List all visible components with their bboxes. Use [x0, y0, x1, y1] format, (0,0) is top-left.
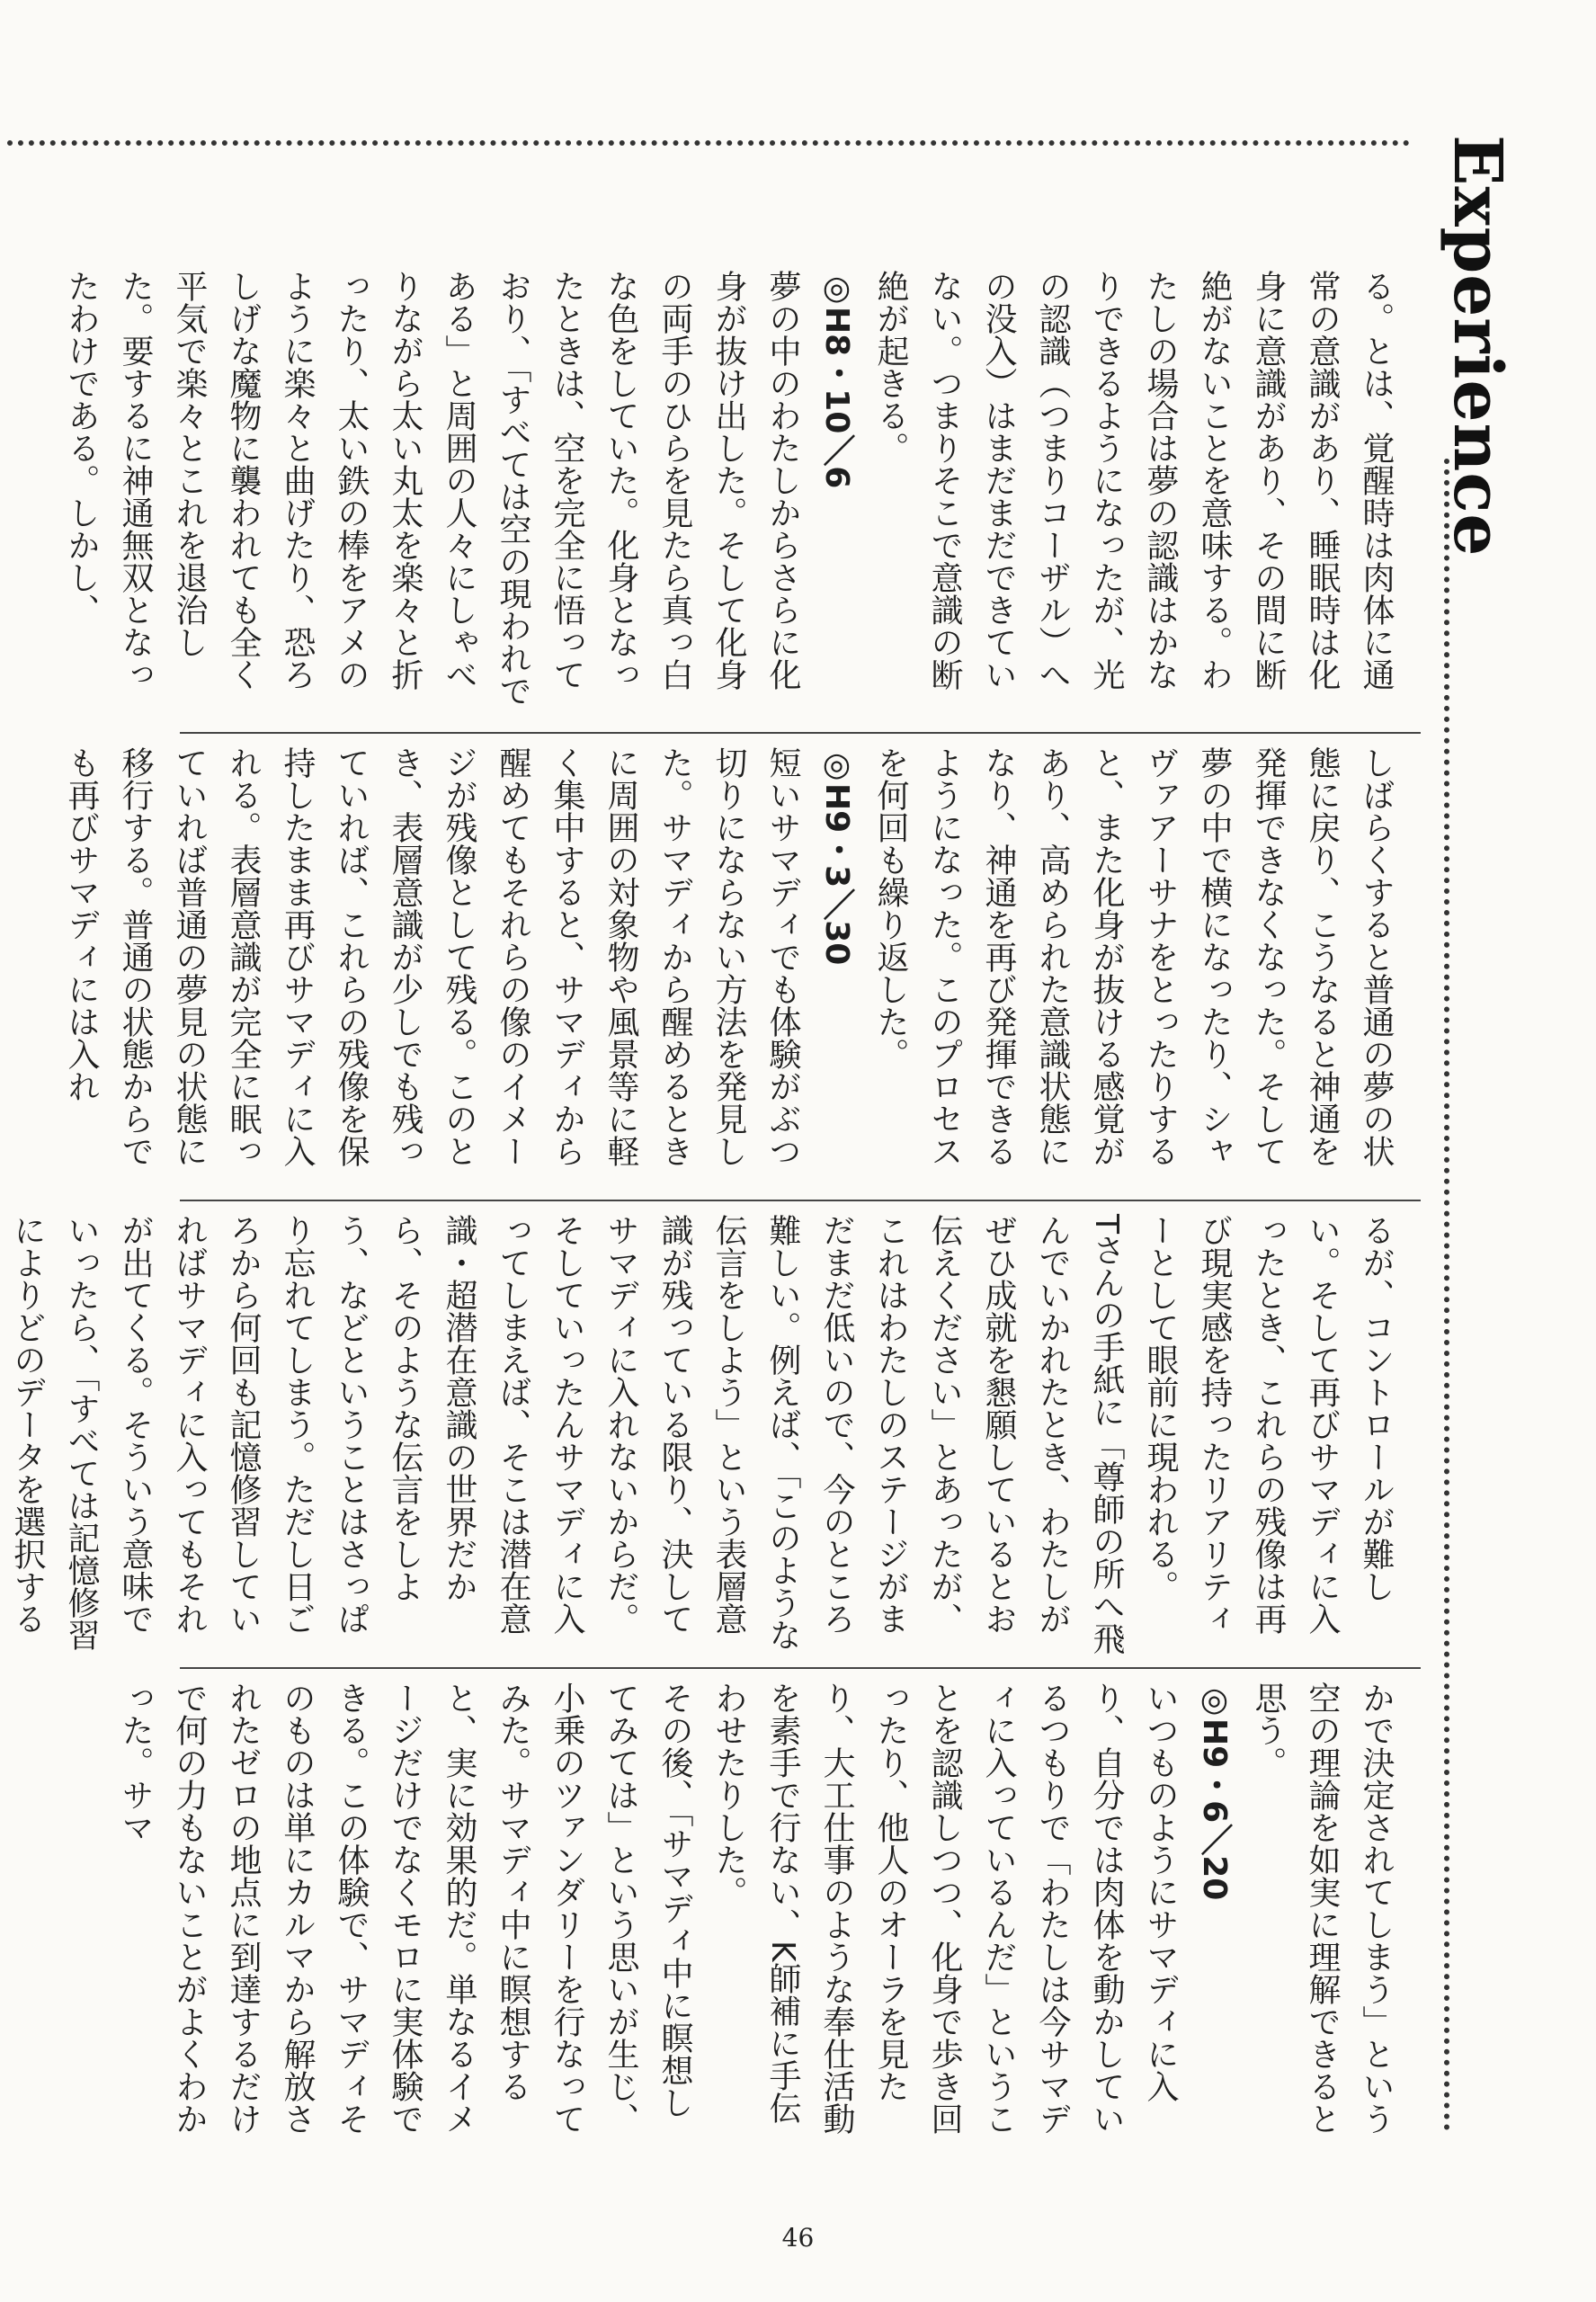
section-label: Experience	[1439, 135, 1516, 558]
text-tier-3	[9, 1214, 1403, 1655]
paragraph: しばらくすると普通の夢の状態に戻り、こうなると神通を発揮できなくなった。そして夢の中で横になったり、シャヴァアーサナをとったりすると、また化身が抜ける感覚があり、高められた意識状態になり、神通を再び発揮できるようになった。このプロセスを何回も繰り返した。	[872, 746, 1395, 1167]
text-tier-4	[117, 1682, 1403, 2149]
paragraph: いつものようにサマディに入り、自分では肉体を動かしているつもりで「わたしは今サマディに入っているんだ」ということを認識しつつ、化身で歩き回ったり、他人のオーラを見たり、大工仕事のような奉仕活動を素手で行ない、K師補に手伝わせたりした。	[710, 1682, 1179, 2135]
dotted-rule-top	[7, 140, 1410, 146]
dotted-rule-right	[1444, 459, 1449, 2131]
tier-divider	[180, 1200, 1421, 1201]
paragraph: その後、「サマディ中に瞑想してみては」という思いが生じ、小乗のツァンダリーを行なってみた。サマディ中に瞑想すると、実に効果的だ。単なるイメージだけでなくモロに実体験できる。この体験で、サマディそのものは単にカルマから解放されたゼロの地点に到達するだけで何の力もないことがよくわかった。サマ	[117, 1682, 693, 2135]
page-number: 46	[781, 2223, 815, 2253]
date-heading: ◎H9・3／30	[818, 746, 855, 966]
paragraph: かで決定されてしまう」という空の理論を如実に理解できると思う。	[1250, 1682, 1395, 2135]
paragraph: る。とは、覚醒時は肉体に通常の意識があり、睡眠時は化身に意識があり、その間に断絶がないことを意味する。わたしの場合は夢の認識はかなりできるようになったが、光の認識（つまりコーザル）への没入）はまだまだできていない。つまりそこで意識の断絶が起きる。	[872, 270, 1395, 691]
tier-divider	[180, 732, 1421, 734]
paragraph: 夢の中のわたしからさらに化身が抜け出した。そして化身の両手のひらを見たら真っ白な色をしていた。化身となったときは、空を完全に悟っており、「すべては空の現われである」と周囲の人々にしゃべりながら太い丸太を楽々と折ったり、太い鉄の棒をアメのように楽々と曲げたり、恐ろしげな魔物に襲われても全く平気で楽々とこれを退治した。要するに神通無双となったわけである。しかし、	[63, 270, 801, 707]
paragraph: Tさんの手紙に「尊師の所へ飛んでいかれたとき、わたしがぜひ成就を懇願しているとお伝えください」とあったが、これはわたしのステージがまだまだ低いので、今のところ難しい。例えば、「このような伝言をしよう」という表層意識が残っている限り、決してサマディに入れないからだ。そしていったんサマディに入ってしまえば、そこは潜在意識・超潜在意識の世界だから、そのような伝言をしよう、などということはさっぱり忘れてしまう。ただし日ごろから何回も記憶修習していればサマディに入ってもそれが出てくる。そういう意味でいったら、「すべては記憶修習によりどのデータを選択する	[9, 1214, 1125, 1655]
paragraph: 短いサマディでも体験がぶつ切りにならない方法を発見した。サマディから醒めるときに周囲の対象物や風景等に軽く集中すると、サマディから醒めてもそれらの像のイメージが残像として残る。このとき、表層意識が少しでも残っていれば、これらの残像を保持したまま再びサマディに入れる。表層意識が完全に眠っていれば普通の夢見の状態に移行する。普通の状態からでも再びサマディには入れ	[63, 746, 801, 1167]
text-tier-1	[63, 270, 1403, 719]
tier-divider	[180, 1667, 1421, 1669]
text-tier-2	[63, 746, 1403, 1187]
date-heading: ◎H8・10／6	[818, 270, 855, 489]
date-heading: ◎H9・6／20	[1196, 1682, 1233, 1901]
paragraph: るが、コントロールが難しい。そして再びサマディに入ったとき、これらの残像は再び現実感を持ったリアリティーとして眼前に現われる。	[1142, 1214, 1395, 1635]
